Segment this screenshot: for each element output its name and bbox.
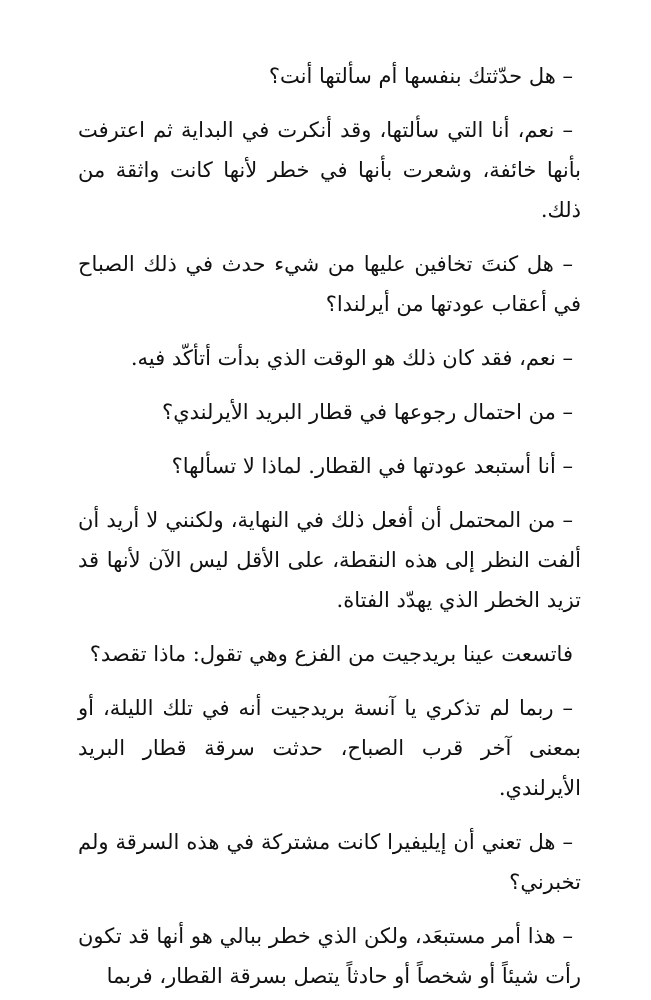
paragraph-5: – من احتمال رجوعها في قطار البريد الأيرلندي؟: [162, 400, 573, 424]
paragraph-10: – هل تعني أن إيليفيرا كانت مشتركة في هذه السرقة ولم تخبرني؟: [78, 830, 581, 894]
paragraph-4: – نعم، فقد كان ذلك هو الوقت الذي بدأت أتأكّد فيه.: [130, 346, 573, 370]
paragraph-2: – نعم، أنا التي سألتها، وقد أنكرت في البداية ثم اعترفت بأنها خائفة، وشعرت بأنها في خطر لأنها كانت واثقة من ذلك.: [78, 118, 581, 222]
paragraph-3: – هل كنتَ تخافين عليها من شيء حدث في ذلك الصباح في أعقاب عودتها من أيرلندا؟: [78, 252, 581, 316]
paragraph-11: – هذا أمر مستبعَد، ولكن الذي خطر ببالي هو أنها قد تكون رأت شيئاً أو شخصاً أو حادثاً يتصل بسرقة القطار، فربما: [78, 924, 581, 988]
paragraph-7: – من المحتمل أن أفعل ذلك في النهاية، ولكنني لا أريد أن ألفت النظر إلى هذه النقطة، على الأقل ليس الآن لأنها قد تزيد الخطر الذي يهدّد الفتاة.: [78, 508, 581, 612]
paragraph-9: – ربما لم تذكري يا آنسة بريدجيت أنه في تلك الليلة، أو بمعنى آخر قرب الصباح، حدثت سرقة قطار البريد الأيرلندي.: [78, 696, 581, 800]
paragraph-6: – أنا أستبعد عودتها في القطار. لماذا لا تسألها؟: [171, 454, 573, 478]
paragraph-1: – هل حدّثتك بنفسها أم سألتها أنت؟: [268, 64, 573, 88]
paragraph-8: فاتسعت عينا بريدجيت من الفزع وهي تقول: ماذا تقصد؟: [89, 642, 573, 666]
